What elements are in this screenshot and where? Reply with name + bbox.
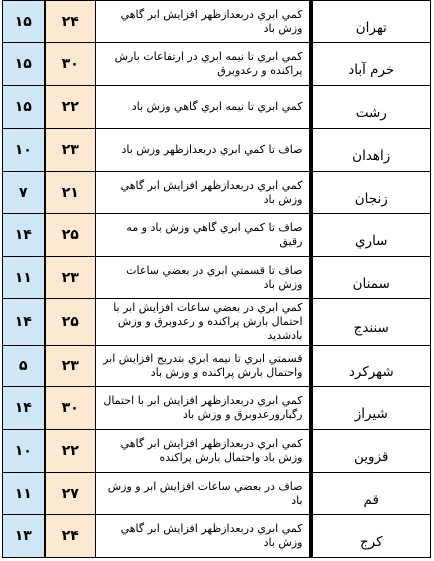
table-row bbox=[3, 299, 431, 346]
table-row bbox=[3, 430, 431, 473]
min-temp-cell: ۱۴ bbox=[3, 214, 45, 257]
min-temp-cell: ۱۳ bbox=[3, 515, 45, 558]
table-row bbox=[3, 387, 431, 430]
min-temp-cell: ۱۱ bbox=[3, 473, 45, 515]
min-temp-cell: ۱۵ bbox=[3, 86, 45, 129]
city-name-cell: ساري bbox=[311, 214, 431, 257]
max-temp-cell: ۳۰ bbox=[45, 387, 96, 430]
table-row bbox=[3, 214, 431, 257]
max-temp-cell: ۳۰ bbox=[45, 43, 96, 86]
forecast-description-cell: کمي ابري تا نيمه ابري گاهي وزش باد bbox=[96, 86, 311, 129]
max-temp-cell: ۲۳ bbox=[45, 257, 96, 299]
min-temp-cell: ۱۴ bbox=[3, 299, 45, 346]
forecast-description-cell: کمي ابري دربعدازظهر افزايش ابر گاهي وزش باد bbox=[96, 1, 311, 43]
forecast-description-cell: صاف در بعضي ساعات افزايش ابر و وزش باد bbox=[96, 473, 311, 515]
max-temp-cell: ۲۵ bbox=[45, 299, 96, 346]
forecast-description-cell: صاف تا قسمتي ابري در بعضي ساعات وزش باد bbox=[96, 257, 311, 299]
city-name-cell: قم bbox=[311, 473, 431, 515]
forecast-description-cell: کمي ابري دربعدازظهر افزايش ابر گاهي وزش باد واحتمال بارش پراکنده bbox=[96, 430, 311, 473]
city-name-cell: تهران bbox=[311, 1, 431, 43]
max-temp-cell: ۲۴ bbox=[45, 515, 96, 558]
table-row bbox=[3, 346, 431, 387]
forecast-description-cell: صاف تا کمي ابري دربعدازظهر وزش باد bbox=[96, 129, 311, 172]
forecast-description-cell: کمي ابري در بعضي ساعات افزايش ابر با احتمال بارش پراکنده و رعدوبرق و وزش بادشديد bbox=[96, 299, 311, 346]
min-temp-cell: ۵ bbox=[3, 346, 45, 387]
max-temp-cell: ۲۴ bbox=[45, 1, 96, 43]
city-name-cell: قزوين bbox=[311, 430, 431, 473]
min-temp-cell: ۱۵ bbox=[3, 43, 45, 86]
table-row bbox=[3, 129, 431, 172]
weather-table-container bbox=[2, 0, 430, 561]
max-temp-cell: ۲۳ bbox=[45, 129, 96, 172]
city-name-cell: خرم آباد bbox=[311, 43, 431, 86]
forecast-description-cell: صاف تا کمي ابري گاهي وزش باد و مه رقيق bbox=[96, 214, 311, 257]
table-row bbox=[3, 515, 431, 558]
max-temp-cell: ۲۳ bbox=[45, 346, 96, 387]
max-temp-cell: ۲۷ bbox=[45, 473, 96, 515]
min-temp-cell: ۱۰ bbox=[3, 129, 45, 172]
city-name-cell: کرج bbox=[311, 515, 431, 558]
table-row bbox=[3, 172, 431, 214]
city-name-cell: زاهدان bbox=[311, 129, 431, 172]
min-temp-cell: ۱۴ bbox=[3, 387, 45, 430]
forecast-description-cell: کمي ابري دربعدازظهر افزايش ابر گاهي وزش باد bbox=[96, 515, 311, 558]
table-row bbox=[3, 43, 431, 86]
city-name-cell: شهرکرد bbox=[311, 346, 431, 387]
city-name-cell: سنندج bbox=[311, 299, 431, 346]
table-row bbox=[3, 473, 431, 515]
forecast-description-cell: کمي ابري دربعدازظهر افزايش ابر گاهي وزش باد bbox=[96, 172, 311, 214]
min-temp-cell: ۱۰ bbox=[3, 430, 45, 473]
city-name-cell: شيراز bbox=[311, 387, 431, 430]
max-temp-cell: ۲۲ bbox=[45, 430, 96, 473]
max-temp-cell: ۲۵ bbox=[45, 214, 96, 257]
city-name-cell: رشت bbox=[311, 86, 431, 129]
forecast-description-cell: کمي ابري دربعدازظهر افزايش ابر با احتمال رگبارورعدوبرق و وزش باد bbox=[96, 387, 311, 430]
table-row bbox=[3, 86, 431, 129]
weather-forecast-table bbox=[2, 0, 431, 558]
weather-table-body bbox=[3, 1, 431, 558]
min-temp-cell: ۷ bbox=[3, 172, 45, 214]
min-temp-cell: ۱۱ bbox=[3, 257, 45, 299]
city-name-cell: سمنان bbox=[311, 257, 431, 299]
forecast-description-cell: قسمتي ابري تا نيمه ابري بتدريج افزايش ابر واحتمال بارش پراکنده و وزش باد bbox=[96, 346, 311, 387]
min-temp-cell: ۱۵ bbox=[3, 1, 45, 43]
table-row bbox=[3, 1, 431, 43]
table-row bbox=[3, 257, 431, 299]
city-name-cell: زنجان bbox=[311, 172, 431, 214]
max-temp-cell: ۲۱ bbox=[45, 172, 96, 214]
forecast-description-cell: کمي ابري تا نيمه ابري در ارتفاعات بارش پراکنده و رعدوبرق bbox=[96, 43, 311, 86]
max-temp-cell: ۲۲ bbox=[45, 86, 96, 129]
